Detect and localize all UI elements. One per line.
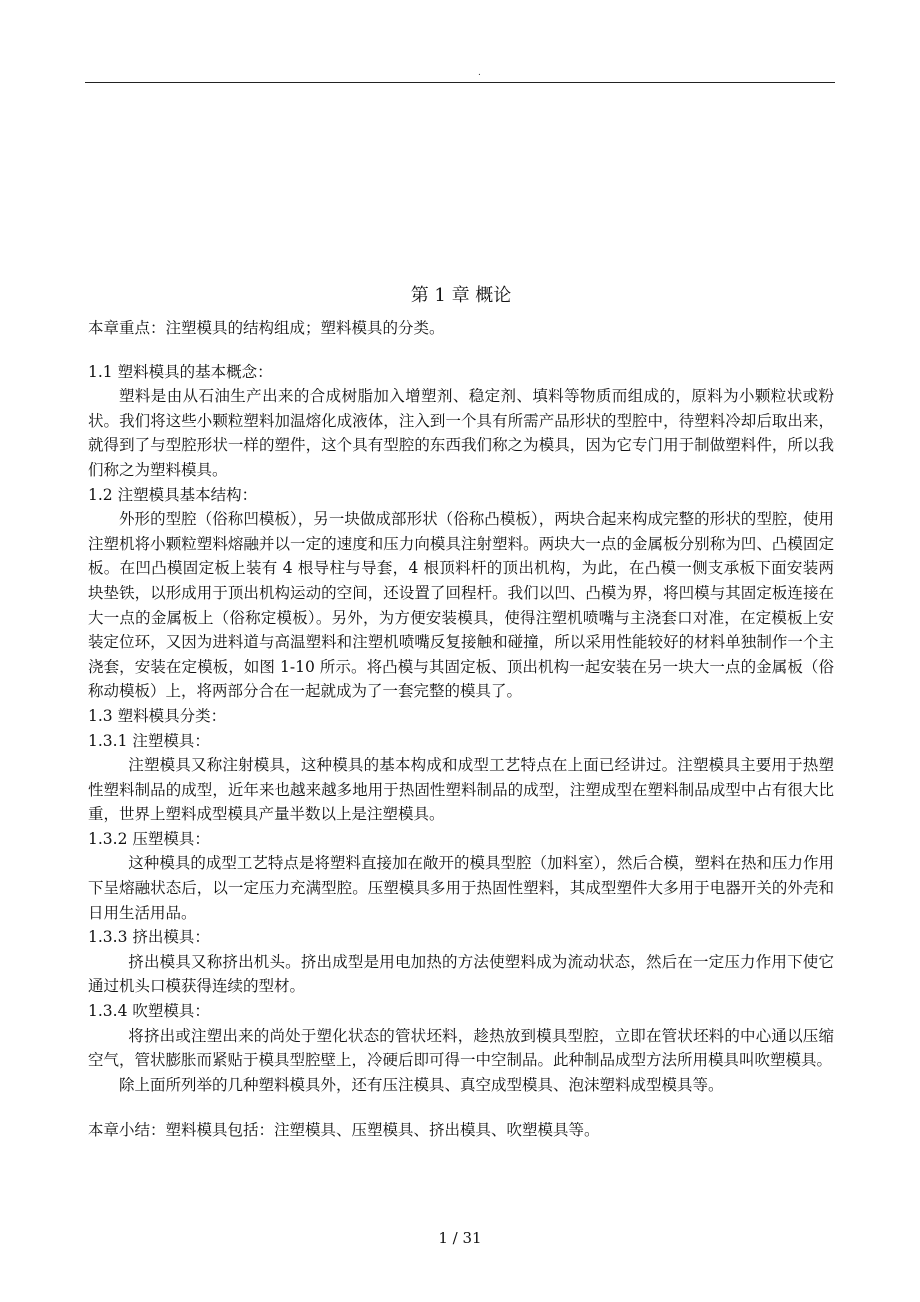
section-paragraph: 塑料是由从石油生产出来的合成树脂加入增塑剂、稳定剂、填料等物质而组成的，原料为小颗粒状或粉状。我们将这些小颗粒塑料加温熔化成液体，注入到一个具有所需产品形状的型腔中，待塑料冷却后取出来，就得到了与型腔形状一样的塑件，这个具有型腔的东西我们称之为模具，因为它专门用于制做塑料件，所以我们称之为塑料模具。 [88, 387, 834, 479]
section-paragraph: 外形的型腔（俗称凹模板），另一块做成部形状（俗称凸模板），两块合起来构成完整的形状的型腔，使用注塑机将小颗粒塑料熔融并以一定的速度和压力向模具注射塑料。两块大一点的金属板分别称为凹、凸模固定板。在凹凸模固定板上装有 4 根导柱与导套，4 根顶料杆的顶出机构，为此，在凸模一侧支承板下面安装两块垫铁，以形成用于顶出机构运动的空间，还设置了回程杆。我们以凹、凸模为界，将凹模与其固定板连接在大一点的金属板上（俗称定模板）。另外，为方便安装模具，使得注塑机喷嘴与主浇套口对准，在定模板上安装定位环，又因为进料道与高温塑料和注塑机喷嘴反复接触和碰撞，所以采用性能较好的材料单独制作一个主浇套，安装在定模板，如图 1-10 所示。将凸模与其固定板、顶出机构一起安装在另一块大一点的金属板（俗称动模板）上，将两部分合在一起就成为了一套完整的模具了。 [88, 510, 834, 701]
chapter-summary: 本章小结：塑料模具包括：注塑模具、压塑模具、挤出模具、吹塑模具等。 [88, 1121, 600, 1140]
header-rule [85, 82, 835, 83]
section-paragraph: 挤出模具又称挤出机头。挤出成型是用电加热的方法使塑料成为流动状态，然后在一定压力作用下使它通过机头口模获得连续的型材。 [88, 952, 834, 996]
spacer [88, 341, 834, 360]
chapter-title: 第 1 章 概论 [410, 285, 512, 306]
section-paragraph: 这种模具的成型工艺特点是将塑料直接加在敞开的模具型腔（加料室），然后合模，塑料在热和压力作用下呈熔融状态后，以一定压力充满型腔。压塑模具多用于热固性塑料，其成型塑件大多用于电器开关的外壳和日用生活用品。 [88, 854, 834, 922]
spacer [88, 1097, 834, 1118]
header-mark: . [478, 68, 481, 78]
section-paragraph: 将挤出或注塑出来的尚处于塑化状态的管状坯料，趁热放到模具型腔，立即在管状坯料的中心通以压缩空气，管状膨胀而紧贴于模具型腔壁上，冷硬后即可得一中空制品。此种制品成型方法所用模具叫吹塑模具。 [88, 1026, 834, 1070]
section-heading-1-2: 1.2 注塑模具基本结构： [88, 485, 258, 504]
section-heading-1-3: 1.3 塑料模具分类： [88, 706, 227, 725]
section-heading-1-1: 1.1 塑料模具的基本概念： [88, 362, 273, 381]
section-heading-1-3-4: 1.3.4 吹塑模具： [88, 1002, 210, 1021]
section-heading-1-3-3: 1.3.3 挤出模具： [88, 928, 210, 947]
section-paragraph: 注塑模具又称注射模具，这种模具的基本构成和成型工艺特点在上面已经讲过。注塑模具主要用于热塑性塑料制品的成型，近年来也越来越多地用于热固性塑料制品的成型，注塑成型在塑料制品成型中占有很大比重，世界上塑料成型模具产量半数以上是注塑模具。 [88, 756, 834, 824]
section-heading-1-3-2: 1.3.2 压塑模具： [88, 829, 210, 848]
section-paragraph: 除上面所列举的几种塑料模具外，还有压注模具、真空成型模具、泡沫塑料成型模具等。 [119, 1075, 724, 1094]
page-number: 1 / 31 [438, 1229, 482, 1247]
section-heading-1-3-1: 1.3.1 注塑模具： [88, 731, 210, 750]
chapter-focus: 本章重点：注塑模具的结构组成；塑料模具的分类。 [88, 319, 445, 337]
page-content [88, 280, 834, 1143]
